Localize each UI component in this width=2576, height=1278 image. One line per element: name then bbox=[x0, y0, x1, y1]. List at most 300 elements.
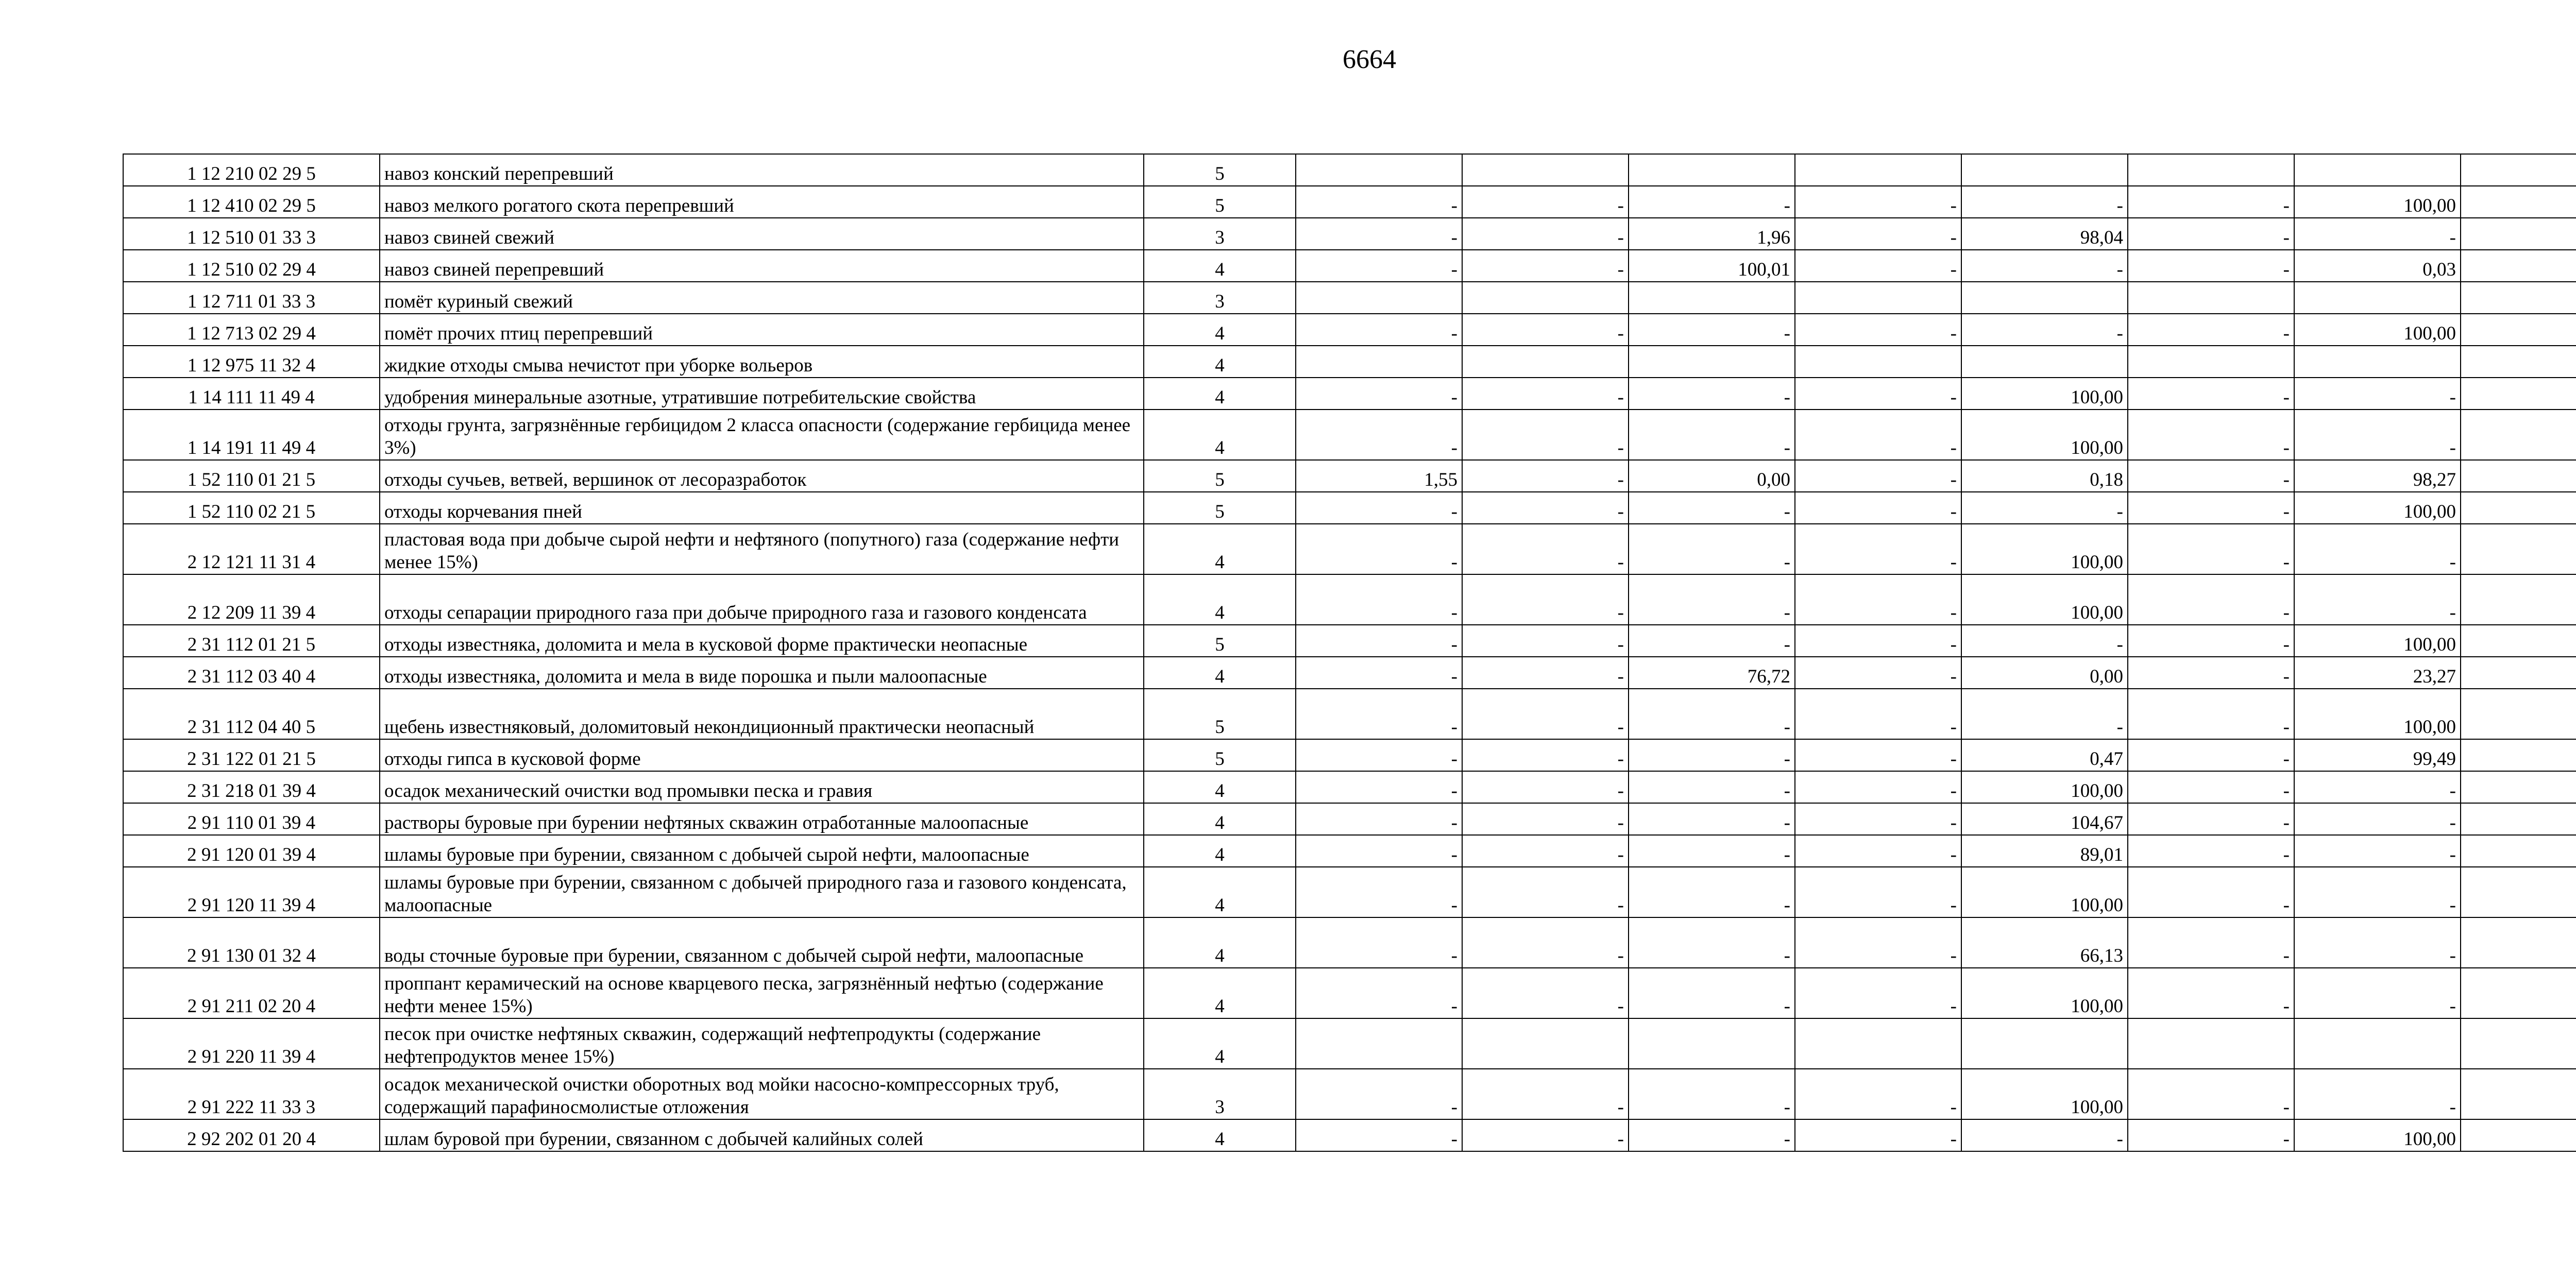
value-cell bbox=[1629, 346, 1795, 378]
value-cell bbox=[2461, 625, 2576, 657]
waste-name-cell: растворы буровые при бурении нефтяных скважин отработанные малоопасные bbox=[380, 803, 1144, 835]
value-cell: - bbox=[1462, 218, 1629, 250]
hazard-class-cell: 4 bbox=[1144, 803, 1296, 835]
value-cell bbox=[2461, 968, 2576, 1018]
value-cell: - bbox=[1629, 867, 1795, 917]
value-cell: - bbox=[2294, 218, 2461, 250]
value-cell: - bbox=[1629, 378, 1795, 410]
value-cell: - bbox=[1462, 314, 1629, 346]
value-cell: - bbox=[2128, 410, 2294, 460]
value-cell bbox=[1296, 282, 1462, 314]
value-cell: - bbox=[1462, 460, 1629, 492]
value-cell: - bbox=[2294, 803, 2461, 835]
value-cell: 0,00 bbox=[1961, 657, 2128, 689]
value-cell: 100,00 bbox=[1961, 410, 2128, 460]
waste-name-cell: осадок механической очистки оборотных вод мойки насосно-компрессорных труб, содержащий парафиносмолистые отложения bbox=[380, 1069, 1144, 1119]
waste-code-cell: 2 12 209 11 39 4 bbox=[123, 574, 380, 625]
hazard-class-cell: 4 bbox=[1144, 1119, 1296, 1151]
value-cell: - bbox=[1629, 739, 1795, 771]
table-row bbox=[123, 657, 2576, 689]
value-cell: - bbox=[2128, 218, 2294, 250]
waste-name-cell: воды сточные буровые при бурении, связанном с добычей сырой нефти, малоопасные bbox=[380, 917, 1144, 968]
value-cell: - bbox=[1296, 739, 1462, 771]
table-row bbox=[123, 803, 2576, 835]
waste-code-cell: 2 31 122 01 21 5 bbox=[123, 739, 380, 771]
value-cell: - bbox=[1795, 625, 1961, 657]
value-cell: - bbox=[2128, 867, 2294, 917]
value-cell: 0,00 bbox=[1629, 460, 1795, 492]
value-cell: - bbox=[1795, 657, 1961, 689]
value-cell: 100,00 bbox=[2294, 186, 2461, 218]
value-cell: 104,67 bbox=[1961, 803, 2128, 835]
value-cell: - bbox=[1296, 771, 1462, 803]
value-cell: - bbox=[1462, 186, 1629, 218]
value-cell: - bbox=[1795, 410, 1961, 460]
value-cell bbox=[1629, 154, 1795, 186]
value-cell: - bbox=[1462, 492, 1629, 524]
table-row bbox=[123, 625, 2576, 657]
value-cell bbox=[1795, 346, 1961, 378]
value-cell: - bbox=[1462, 657, 1629, 689]
waste-code-cell: 2 31 112 04 40 5 bbox=[123, 689, 380, 739]
value-cell: - bbox=[1629, 1119, 1795, 1151]
value-cell: - bbox=[1795, 186, 1961, 218]
value-cell: - bbox=[1296, 218, 1462, 250]
value-cell: - bbox=[2128, 917, 2294, 968]
waste-name-cell: проппант керамический на основе кварцевого песка, загрязнённый нефтью (содержание нефти менее 15%) bbox=[380, 968, 1144, 1018]
value-cell: - bbox=[1795, 250, 1961, 282]
value-cell: - bbox=[1795, 771, 1961, 803]
hazard-class-cell: 4 bbox=[1144, 346, 1296, 378]
value-cell: - bbox=[1961, 186, 2128, 218]
value-cell: 100,00 bbox=[2294, 689, 2461, 739]
value-cell: - bbox=[1462, 835, 1629, 867]
value-cell: - bbox=[1296, 524, 1462, 574]
hazard-class-cell: 4 bbox=[1144, 771, 1296, 803]
value-cell: - bbox=[2128, 250, 2294, 282]
waste-name-cell: щебень известняковый, доломитовый некондиционный практически неопасный bbox=[380, 689, 1144, 739]
waste-code-cell: 2 91 211 02 20 4 bbox=[123, 968, 380, 1018]
value-cell: - bbox=[1629, 968, 1795, 1018]
hazard-class-cell: 3 bbox=[1144, 1069, 1296, 1119]
value-cell: - bbox=[1795, 803, 1961, 835]
value-cell: 100,00 bbox=[1961, 524, 2128, 574]
hazard-class-cell: 4 bbox=[1144, 410, 1296, 460]
value-cell bbox=[2461, 1018, 2576, 1069]
value-cell bbox=[1795, 1018, 1961, 1069]
waste-name-cell: жидкие отходы смыва нечистот при уборке вольеров bbox=[380, 346, 1144, 378]
value-cell bbox=[2294, 154, 2461, 186]
value-cell: - bbox=[1296, 835, 1462, 867]
table-row bbox=[123, 186, 2576, 218]
hazard-class-cell: 3 bbox=[1144, 282, 1296, 314]
waste-code-cell: 2 91 220 11 39 4 bbox=[123, 1018, 380, 1069]
table-row bbox=[123, 314, 2576, 346]
waste-code-cell: 1 12 975 11 32 4 bbox=[123, 346, 380, 378]
value-cell bbox=[2461, 771, 2576, 803]
value-cell: - bbox=[1296, 410, 1462, 460]
value-cell: - bbox=[1795, 739, 1961, 771]
value-cell: 100,00 bbox=[2294, 492, 2461, 524]
value-cell: - bbox=[1795, 1069, 1961, 1119]
value-cell: 89,01 bbox=[1961, 835, 2128, 867]
value-cell bbox=[2461, 346, 2576, 378]
value-cell: - bbox=[1462, 739, 1629, 771]
table-row bbox=[123, 574, 2576, 625]
waste-code-cell: 1 14 191 11 49 4 bbox=[123, 410, 380, 460]
value-cell bbox=[2461, 154, 2576, 186]
value-cell bbox=[2461, 657, 2576, 689]
value-cell: - bbox=[1795, 867, 1961, 917]
value-cell bbox=[1795, 154, 1961, 186]
value-cell: - bbox=[1629, 917, 1795, 968]
value-cell: 1,96 bbox=[1629, 218, 1795, 250]
value-cell: - bbox=[2294, 524, 2461, 574]
table-row bbox=[123, 739, 2576, 771]
waste-name-cell: отходы сучьев, ветвей, вершинок от лесоразработок bbox=[380, 460, 1144, 492]
table-row bbox=[123, 771, 2576, 803]
value-cell: - bbox=[1629, 186, 1795, 218]
waste-name-cell: удобрения минеральные азотные, утратившие потребительские свойства bbox=[380, 378, 1144, 410]
value-cell: 99,49 bbox=[2294, 739, 2461, 771]
value-cell: - bbox=[2128, 657, 2294, 689]
value-cell: - bbox=[1296, 689, 1462, 739]
waste-table bbox=[123, 154, 2576, 1152]
value-cell: - bbox=[1795, 524, 1961, 574]
value-cell bbox=[2461, 218, 2576, 250]
page-number: 6664 bbox=[1343, 45, 1396, 74]
value-cell bbox=[1296, 1018, 1462, 1069]
value-cell: - bbox=[1795, 968, 1961, 1018]
value-cell: - bbox=[1629, 835, 1795, 867]
value-cell: - bbox=[2128, 492, 2294, 524]
table-row bbox=[123, 867, 2576, 917]
value-cell: - bbox=[2128, 689, 2294, 739]
value-cell: - bbox=[1296, 657, 1462, 689]
waste-name-cell: шламы буровые при бурении, связанном с добычей сырой нефти, малоопасные bbox=[380, 835, 1144, 867]
waste-name-cell: навоз конский перепревший bbox=[380, 154, 1144, 186]
waste-name-cell: отходы корчевания пней bbox=[380, 492, 1144, 524]
value-cell: - bbox=[1296, 1069, 1462, 1119]
value-cell: - bbox=[2294, 410, 2461, 460]
value-cell: - bbox=[1629, 492, 1795, 524]
value-cell: - bbox=[1629, 803, 1795, 835]
table-row bbox=[123, 968, 2576, 1018]
value-cell: - bbox=[1795, 689, 1961, 739]
value-cell bbox=[2461, 460, 2576, 492]
value-cell bbox=[2294, 282, 2461, 314]
hazard-class-cell: 5 bbox=[1144, 625, 1296, 657]
value-cell: 100,00 bbox=[2294, 625, 2461, 657]
hazard-class-cell: 5 bbox=[1144, 460, 1296, 492]
table-row bbox=[123, 282, 2576, 314]
value-cell: - bbox=[1629, 574, 1795, 625]
value-cell: 100,00 bbox=[1961, 574, 2128, 625]
value-cell: - bbox=[2128, 803, 2294, 835]
value-cell: 100,00 bbox=[2294, 1119, 2461, 1151]
hazard-class-cell: 4 bbox=[1144, 968, 1296, 1018]
value-cell: - bbox=[1961, 492, 2128, 524]
value-cell: - bbox=[2294, 771, 2461, 803]
value-cell bbox=[1296, 346, 1462, 378]
value-cell: 100,01 bbox=[1629, 250, 1795, 282]
waste-code-cell: 1 52 110 01 21 5 bbox=[123, 460, 380, 492]
value-cell: - bbox=[2294, 1069, 2461, 1119]
value-cell: - bbox=[1462, 917, 1629, 968]
value-cell: - bbox=[1795, 574, 1961, 625]
value-cell bbox=[2128, 1018, 2294, 1069]
value-cell: - bbox=[1296, 492, 1462, 524]
waste-name-cell: осадок механический очистки вод промывки песка и гравия bbox=[380, 771, 1144, 803]
waste-code-cell: 1 12 711 01 33 3 bbox=[123, 282, 380, 314]
value-cell bbox=[2461, 314, 2576, 346]
waste-code-cell: 2 91 120 11 39 4 bbox=[123, 867, 380, 917]
waste-name-cell: отходы гипса в кусковой форме bbox=[380, 739, 1144, 771]
table-row bbox=[123, 1119, 2576, 1151]
value-cell bbox=[1961, 346, 2128, 378]
value-cell: - bbox=[1629, 1069, 1795, 1119]
hazard-class-cell: 3 bbox=[1144, 218, 1296, 250]
waste-name-cell: навоз свиней свежий bbox=[380, 218, 1144, 250]
value-cell: - bbox=[1462, 689, 1629, 739]
value-cell: 0,18 bbox=[1961, 460, 2128, 492]
hazard-class-cell: 4 bbox=[1144, 574, 1296, 625]
value-cell: - bbox=[1462, 968, 1629, 1018]
value-cell: - bbox=[1629, 771, 1795, 803]
value-cell bbox=[2294, 1018, 2461, 1069]
waste-name-cell: песок при очистке нефтяных скважин, содержащий нефтепродукты (содержание нефтепродуктов менее 15%) bbox=[380, 1018, 1144, 1069]
value-cell: - bbox=[2128, 574, 2294, 625]
value-cell: 98,27 bbox=[2294, 460, 2461, 492]
value-cell: - bbox=[2128, 378, 2294, 410]
value-cell bbox=[1961, 1018, 2128, 1069]
value-cell: - bbox=[1462, 803, 1629, 835]
waste-code-cell: 2 31 112 03 40 4 bbox=[123, 657, 380, 689]
value-cell: - bbox=[1296, 378, 1462, 410]
value-cell: - bbox=[1462, 378, 1629, 410]
value-cell: - bbox=[1961, 625, 2128, 657]
value-cell: - bbox=[2128, 771, 2294, 803]
waste-code-cell: 1 14 111 11 49 4 bbox=[123, 378, 380, 410]
value-cell: 100,00 bbox=[1961, 867, 2128, 917]
value-cell: - bbox=[1296, 186, 1462, 218]
value-cell: 98,04 bbox=[1961, 218, 2128, 250]
value-cell: - bbox=[1961, 689, 2128, 739]
waste-code-cell: 2 91 110 01 39 4 bbox=[123, 803, 380, 835]
value-cell bbox=[2461, 803, 2576, 835]
value-cell: - bbox=[1296, 1119, 1462, 1151]
waste-code-cell: 2 31 112 01 21 5 bbox=[123, 625, 380, 657]
value-cell: - bbox=[2294, 574, 2461, 625]
value-cell: - bbox=[1629, 689, 1795, 739]
table-row bbox=[123, 524, 2576, 574]
value-cell bbox=[2128, 346, 2294, 378]
hazard-class-cell: 4 bbox=[1144, 1018, 1296, 1069]
value-cell bbox=[1296, 154, 1462, 186]
value-cell: - bbox=[1462, 867, 1629, 917]
value-cell bbox=[1961, 282, 2128, 314]
value-cell: - bbox=[1462, 524, 1629, 574]
waste-code-cell: 2 91 222 11 33 3 bbox=[123, 1069, 380, 1119]
table-row bbox=[123, 346, 2576, 378]
hazard-class-cell: 5 bbox=[1144, 739, 1296, 771]
value-cell: - bbox=[1462, 574, 1629, 625]
hazard-class-cell: 4 bbox=[1144, 524, 1296, 574]
value-cell: - bbox=[1462, 1069, 1629, 1119]
value-cell: - bbox=[1795, 314, 1961, 346]
value-cell: 100,00 bbox=[1961, 968, 2128, 1018]
value-cell bbox=[1961, 154, 2128, 186]
hazard-class-cell: 4 bbox=[1144, 314, 1296, 346]
value-cell bbox=[2461, 524, 2576, 574]
value-cell: - bbox=[1462, 625, 1629, 657]
value-cell: - bbox=[1961, 314, 2128, 346]
value-cell: - bbox=[1462, 1119, 1629, 1151]
value-cell bbox=[1795, 282, 1961, 314]
value-cell bbox=[2461, 282, 2576, 314]
value-cell: 100,00 bbox=[2294, 314, 2461, 346]
value-cell bbox=[2461, 917, 2576, 968]
value-cell: - bbox=[1795, 218, 1961, 250]
value-cell: - bbox=[1795, 492, 1961, 524]
value-cell: - bbox=[2128, 739, 2294, 771]
hazard-class-cell: 5 bbox=[1144, 186, 1296, 218]
value-cell: - bbox=[2128, 835, 2294, 867]
value-cell bbox=[1462, 154, 1629, 186]
table-row bbox=[123, 378, 2576, 410]
value-cell: - bbox=[1462, 410, 1629, 460]
value-cell: 100,00 bbox=[1961, 1069, 2128, 1119]
value-cell bbox=[1462, 1018, 1629, 1069]
table-row bbox=[123, 250, 2576, 282]
table-row bbox=[123, 154, 2576, 186]
waste-name-cell: помёт прочих птиц перепревший bbox=[380, 314, 1144, 346]
value-cell: - bbox=[1629, 524, 1795, 574]
waste-code-cell: 2 91 120 01 39 4 bbox=[123, 835, 380, 867]
hazard-class-cell: 4 bbox=[1144, 657, 1296, 689]
table-row bbox=[123, 835, 2576, 867]
hazard-class-cell: 5 bbox=[1144, 492, 1296, 524]
value-cell bbox=[2461, 492, 2576, 524]
value-cell bbox=[2461, 574, 2576, 625]
waste-code-cell: 1 12 210 02 29 5 bbox=[123, 154, 380, 186]
waste-name-cell: шламы буровые при бурении, связанном с добычей природного газа и газового конденсата, малоопасные bbox=[380, 867, 1144, 917]
waste-code-cell: 1 12 510 02 29 4 bbox=[123, 250, 380, 282]
value-cell bbox=[1629, 1018, 1795, 1069]
value-cell bbox=[2461, 250, 2576, 282]
value-cell: 76,72 bbox=[1629, 657, 1795, 689]
value-cell: - bbox=[1462, 250, 1629, 282]
value-cell: - bbox=[1296, 803, 1462, 835]
hazard-class-cell: 4 bbox=[1144, 835, 1296, 867]
value-cell: - bbox=[2294, 835, 2461, 867]
value-cell bbox=[2461, 1069, 2576, 1119]
value-cell: - bbox=[1795, 378, 1961, 410]
hazard-class-cell: 5 bbox=[1144, 154, 1296, 186]
waste-code-cell: 1 52 110 02 21 5 bbox=[123, 492, 380, 524]
waste-name-cell: отходы грунта, загрязнённые гербицидом 2 класса опасности (содержание гербицида менее 3%) bbox=[380, 410, 1144, 460]
waste-code-cell: 1 12 713 02 29 4 bbox=[123, 314, 380, 346]
value-cell: - bbox=[1629, 625, 1795, 657]
table-row bbox=[123, 689, 2576, 739]
table-row bbox=[123, 492, 2576, 524]
value-cell: - bbox=[1296, 917, 1462, 968]
waste-code-cell: 1 12 510 01 33 3 bbox=[123, 218, 380, 250]
waste-name-cell: отходы сепарации природного газа при добыче природного газа и газового конденсата bbox=[380, 574, 1144, 625]
value-cell: - bbox=[2128, 625, 2294, 657]
value-cell: - bbox=[1296, 574, 1462, 625]
value-cell: - bbox=[1795, 835, 1961, 867]
hazard-class-cell: 5 bbox=[1144, 689, 1296, 739]
value-cell bbox=[2461, 410, 2576, 460]
value-cell: - bbox=[1296, 250, 1462, 282]
table-row bbox=[123, 218, 2576, 250]
waste-name-cell: навоз мелкого рогатого скота перепревший bbox=[380, 186, 1144, 218]
waste-code-cell: 2 31 218 01 39 4 bbox=[123, 771, 380, 803]
value-cell: - bbox=[2294, 917, 2461, 968]
waste-name-cell: отходы известняка, доломита и мела в виде порошка и пыли малоопасные bbox=[380, 657, 1144, 689]
value-cell bbox=[2128, 154, 2294, 186]
value-cell: 0,47 bbox=[1961, 739, 2128, 771]
value-cell: - bbox=[1296, 867, 1462, 917]
value-cell: - bbox=[2128, 314, 2294, 346]
waste-name-cell: помёт куриный свежий bbox=[380, 282, 1144, 314]
value-cell: 23,27 bbox=[2294, 657, 2461, 689]
value-cell: - bbox=[1795, 1119, 1961, 1151]
waste-code-cell: 2 91 130 01 32 4 bbox=[123, 917, 380, 968]
value-cell: - bbox=[1296, 968, 1462, 1018]
waste-code-cell: 1 12 410 02 29 5 bbox=[123, 186, 380, 218]
value-cell: 66,13 bbox=[1961, 917, 2128, 968]
value-cell: - bbox=[1296, 314, 1462, 346]
value-cell: - bbox=[1961, 250, 2128, 282]
value-cell: - bbox=[1629, 314, 1795, 346]
value-cell: 100,00 bbox=[1961, 771, 2128, 803]
value-cell: 1,55 bbox=[1296, 460, 1462, 492]
waste-name-cell: шлам буровой при бурении, связанном с добычей калийных солей bbox=[380, 1119, 1144, 1151]
value-cell: - bbox=[2128, 968, 2294, 1018]
table-body bbox=[123, 154, 2576, 1151]
value-cell: - bbox=[1462, 771, 1629, 803]
value-cell: 100,00 bbox=[1961, 378, 2128, 410]
value-cell: - bbox=[1629, 410, 1795, 460]
value-cell: - bbox=[1961, 1119, 2128, 1151]
hazard-class-cell: 4 bbox=[1144, 867, 1296, 917]
value-cell bbox=[1462, 346, 1629, 378]
value-cell: - bbox=[1296, 625, 1462, 657]
value-cell bbox=[2294, 346, 2461, 378]
value-cell: - bbox=[2294, 378, 2461, 410]
hazard-class-cell: 4 bbox=[1144, 378, 1296, 410]
value-cell bbox=[2461, 835, 2576, 867]
value-cell: - bbox=[2128, 524, 2294, 574]
table-row bbox=[123, 1018, 2576, 1069]
value-cell: - bbox=[2128, 186, 2294, 218]
waste-code-cell: 2 12 121 11 31 4 bbox=[123, 524, 380, 574]
value-cell: - bbox=[2128, 1119, 2294, 1151]
table-row bbox=[123, 460, 2576, 492]
value-cell: - bbox=[2294, 968, 2461, 1018]
value-cell bbox=[2128, 282, 2294, 314]
value-cell bbox=[2461, 689, 2576, 739]
waste-name-cell: навоз свиней перепревший bbox=[380, 250, 1144, 282]
value-cell bbox=[2461, 186, 2576, 218]
value-cell: - bbox=[2294, 867, 2461, 917]
value-cell: - bbox=[1795, 917, 1961, 968]
value-cell: - bbox=[1795, 460, 1961, 492]
value-cell: 0,03 bbox=[2294, 250, 2461, 282]
table-row bbox=[123, 917, 2576, 968]
